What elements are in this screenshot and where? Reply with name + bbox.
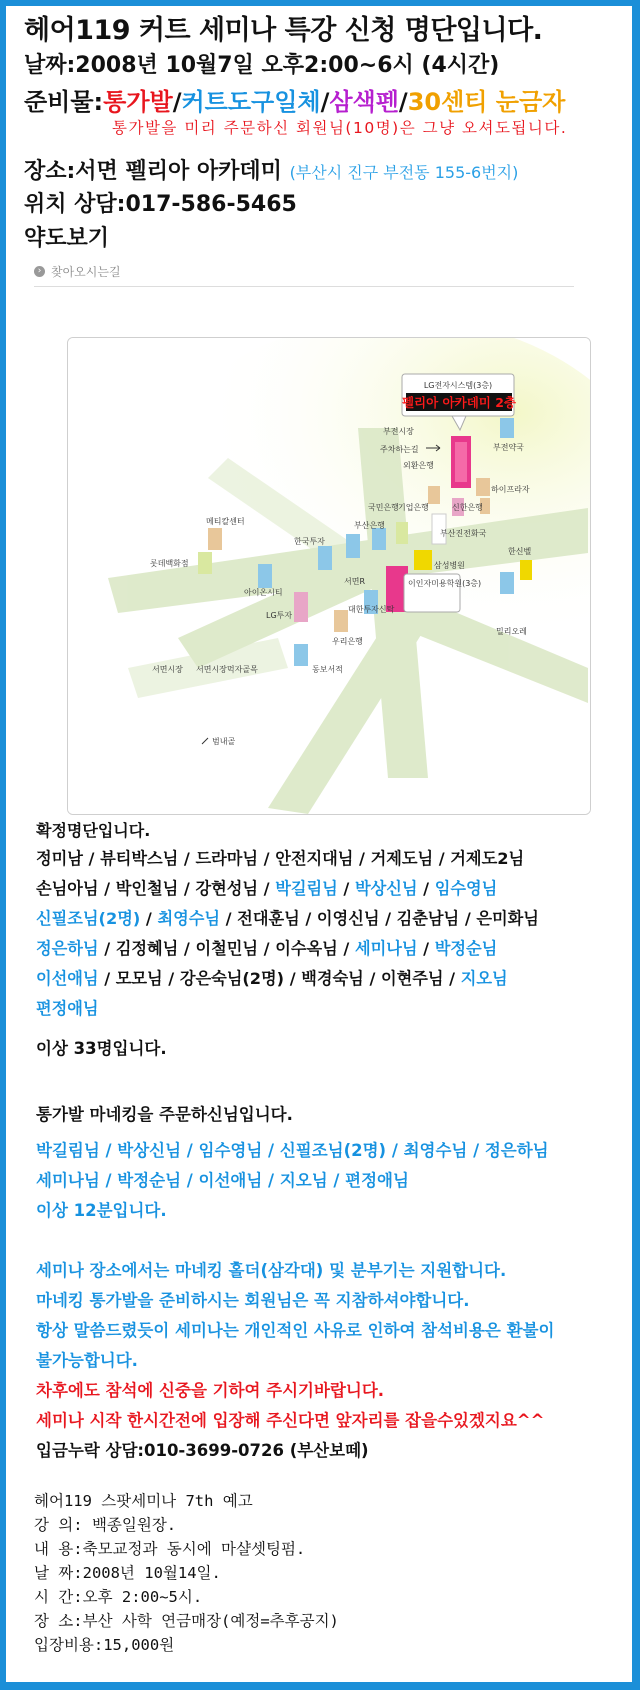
svg-text:밀리오레: 밀리오레: [496, 627, 527, 636]
confirmed-line: [36, 904, 626, 934]
mannequin-total: 이상 12분입니다.: [36, 1201, 167, 1220]
confirmed-name: 손님아님 / 박인철님 / 강현성님 /: [36, 879, 276, 898]
svg-text:부전시장: 부전시장: [383, 427, 414, 436]
svg-text:이인자미용학원(3층): 이인자미용학원(3층): [408, 579, 482, 588]
prep-item-wig: 통가발: [103, 88, 173, 116]
confirmed-total: 이상 33명입니다.: [36, 1039, 167, 1058]
svg-text:하이프라자: 하이프라자: [491, 485, 530, 494]
confirmed-line: [36, 934, 626, 964]
svg-text:서면시장먹자골목: 서면시장먹자골목: [196, 665, 258, 674]
confirmed-name: 신필조님(2명): [36, 909, 141, 928]
svg-text:서면R: 서면R: [344, 577, 366, 586]
notice-line-1: 세미나 장소에서는 마네킹 홀더(삼각대) 및 분부기는 지원합니다.: [36, 1261, 507, 1280]
callout-sub: LG전자시스템(3층): [423, 381, 493, 390]
preview-line-1: 헤어119 스팟세미나 7th 예고: [34, 1492, 253, 1510]
mannequin-title: 통가발 마네킹을 주문하신님입니다.: [36, 1105, 293, 1124]
svg-text:기업은행: 기업은행: [398, 503, 429, 512]
svg-text:서면시장: 서면시장: [152, 665, 183, 674]
divider: [34, 286, 574, 287]
find-way-label: 찾아오시는길: [51, 265, 121, 279]
confirmed-name: / 모모님 / 강은숙님(2명) / 백경숙님 / 이현주님 /: [98, 969, 461, 988]
find-way-link[interactable]: [34, 263, 624, 280]
date-line: 날짜:2008년 10월7일 오후2:00~6시 (4시간): [24, 53, 500, 78]
svg-text:외환은행: 외환은행: [403, 461, 434, 470]
notice-line-3: 항상 말씀드렸듯이 세미나는 개인적인 사유로 인하여 참석비용은 환불이: [36, 1321, 555, 1340]
confirmed-name: / 김정혜님 / 이철민님 / 이수옥님 /: [98, 939, 355, 958]
page-title: 헤어119 커트 세미나 특강 신청 명단입니다.: [24, 15, 543, 46]
callout-main: 펠리아 아카데미 2층: [401, 395, 517, 410]
place-address: (부산시 진구 부전동 155-6번지): [289, 163, 519, 182]
notice-line-2: 마네킹 통가발을 준비하시는 회원님은 꼭 지참하셔야합니다.: [36, 1291, 470, 1310]
svg-text:아이온시티: 아이온시티: [244, 588, 283, 597]
mannequin-line-1: 박길림님 / 박상신님 / 임수영님 / 신필조님(2명) / 최영수님 / 정은하님: [36, 1141, 549, 1160]
prep-label: 준비물:: [24, 88, 104, 116]
preview-line-3: 내 용:축모교정과 동시에 마샬셋팅펌.: [34, 1540, 306, 1558]
svg-text:롯데백화점: 롯데백화점: [150, 559, 189, 568]
preview-line-4: 날 짜:2008년 10월14일.: [34, 1564, 221, 1582]
location-map: [67, 337, 591, 815]
svg-text:주차하는길: 주차하는길: [380, 445, 419, 454]
svg-text:대한투자신탁: 대한투자신탁: [348, 605, 395, 614]
confirmed-name: 박상신님: [354, 879, 418, 898]
map-title[interactable]: 약도보기: [24, 226, 110, 251]
confirmed-name: 정은하님: [36, 939, 99, 958]
svg-text:부전약국: 부전약국: [493, 443, 524, 452]
header-section: [24, 14, 624, 287]
mannequin-line-2: 세미나님 / 박정순님 / 이선애님 / 지오님 / 편정애님: [36, 1171, 409, 1190]
svg-text:메티칼센터: 메티칼센터: [206, 517, 245, 526]
confirmed-name: 편정애님: [36, 999, 99, 1018]
svg-text:범내골: 범내골: [212, 737, 236, 746]
prep-line: 준비물:통가발/커트도구일체/삼색펜/30센티 눈금자: [24, 88, 566, 116]
svg-text:부산은행: 부산은행: [354, 521, 385, 530]
svg-text:삼성병원: 삼성병원: [434, 561, 465, 570]
confirmed-line: [36, 844, 626, 874]
place-label: 장소:서면 펠리아 아카데미: [24, 159, 282, 184]
preview-line-2: 강 의: 백종일원장.: [34, 1516, 177, 1534]
confirmed-title: 확정명단입니다.: [36, 821, 151, 840]
prep-item-tools: 커트도구일체: [181, 88, 321, 116]
confirmed-name: 지오님: [460, 969, 508, 988]
confirmed-name: /: [417, 939, 435, 958]
svg-text:부산진전화국: 부산진전화국: [440, 529, 487, 538]
confirmed-name: / 전대훈님 / 이영신님 / 김춘남님 / 은미화님: [220, 909, 539, 928]
svg-text:한국투자: 한국투자: [294, 537, 325, 546]
place-line: [24, 156, 624, 189]
preview-line-7: 입장비용:15,000원: [34, 1636, 175, 1654]
contact-line: 위치 상담:017-586-5465: [24, 192, 297, 217]
svg-text:우리은행: 우리은행: [332, 637, 363, 646]
confirmed-name: 임수영님: [434, 879, 498, 898]
notice-line-4: 불가능합니다.: [36, 1351, 138, 1370]
svg-text:LG투자: LG투자: [266, 611, 293, 620]
confirmed-line: [36, 874, 626, 904]
deposit-contact: 입금누락 상담:010-3699-0726 (부산보떼): [36, 1441, 369, 1460]
confirmed-line: [36, 964, 626, 994]
svg-text:동보서적: 동보서적: [312, 665, 343, 674]
warning-line-1: 차후에도 참석에 신중을 기하여 주시기바랍니다.: [36, 1381, 385, 1400]
confirmed-name: 정미남 / 뷰티박스님 / 드라마님 / 안전지대님 / 거제도님 / 거제도2님: [36, 849, 525, 868]
prep-item-ruler: 30센티 눈금자: [407, 88, 566, 116]
svg-text:국민은행: 국민은행: [368, 503, 399, 512]
confirmed-name: /: [417, 879, 435, 898]
preview-line-5: 시 간:오후 2:00~5시.: [34, 1588, 203, 1606]
confirmed-name: /: [140, 909, 158, 928]
prep-item-pens: 삼색펜: [329, 88, 399, 116]
confirmed-name: 최영수님: [157, 909, 220, 928]
arrow-circle-icon: ›: [34, 266, 45, 277]
map-graphic: [68, 338, 590, 814]
confirmed-name: 세미나님: [354, 939, 418, 958]
confirmed-name: 이선애님: [36, 969, 99, 988]
prep-note: 통가발을 미리 주문하신 회원님(10명)은 그냥 오셔도됩니다.: [112, 119, 568, 137]
confirmed-list: [36, 844, 626, 1024]
confirmed-line: [36, 994, 626, 1024]
confirmed-name: /: [337, 879, 355, 898]
svg-text:한신벨: 한신벨: [508, 547, 532, 556]
confirmed-name: 박길림님: [275, 879, 338, 898]
warning-line-2: 세미나 시작 한시간전에 입장해 주신다면 앞자리를 잡을수있겠지요^^: [36, 1411, 545, 1430]
confirmed-name: 박정순님: [434, 939, 498, 958]
preview-line-6: 장 소:부산 사학 연금매장(예정=추후공지): [34, 1612, 339, 1630]
svg-text:신한은행: 신한은행: [452, 503, 483, 512]
